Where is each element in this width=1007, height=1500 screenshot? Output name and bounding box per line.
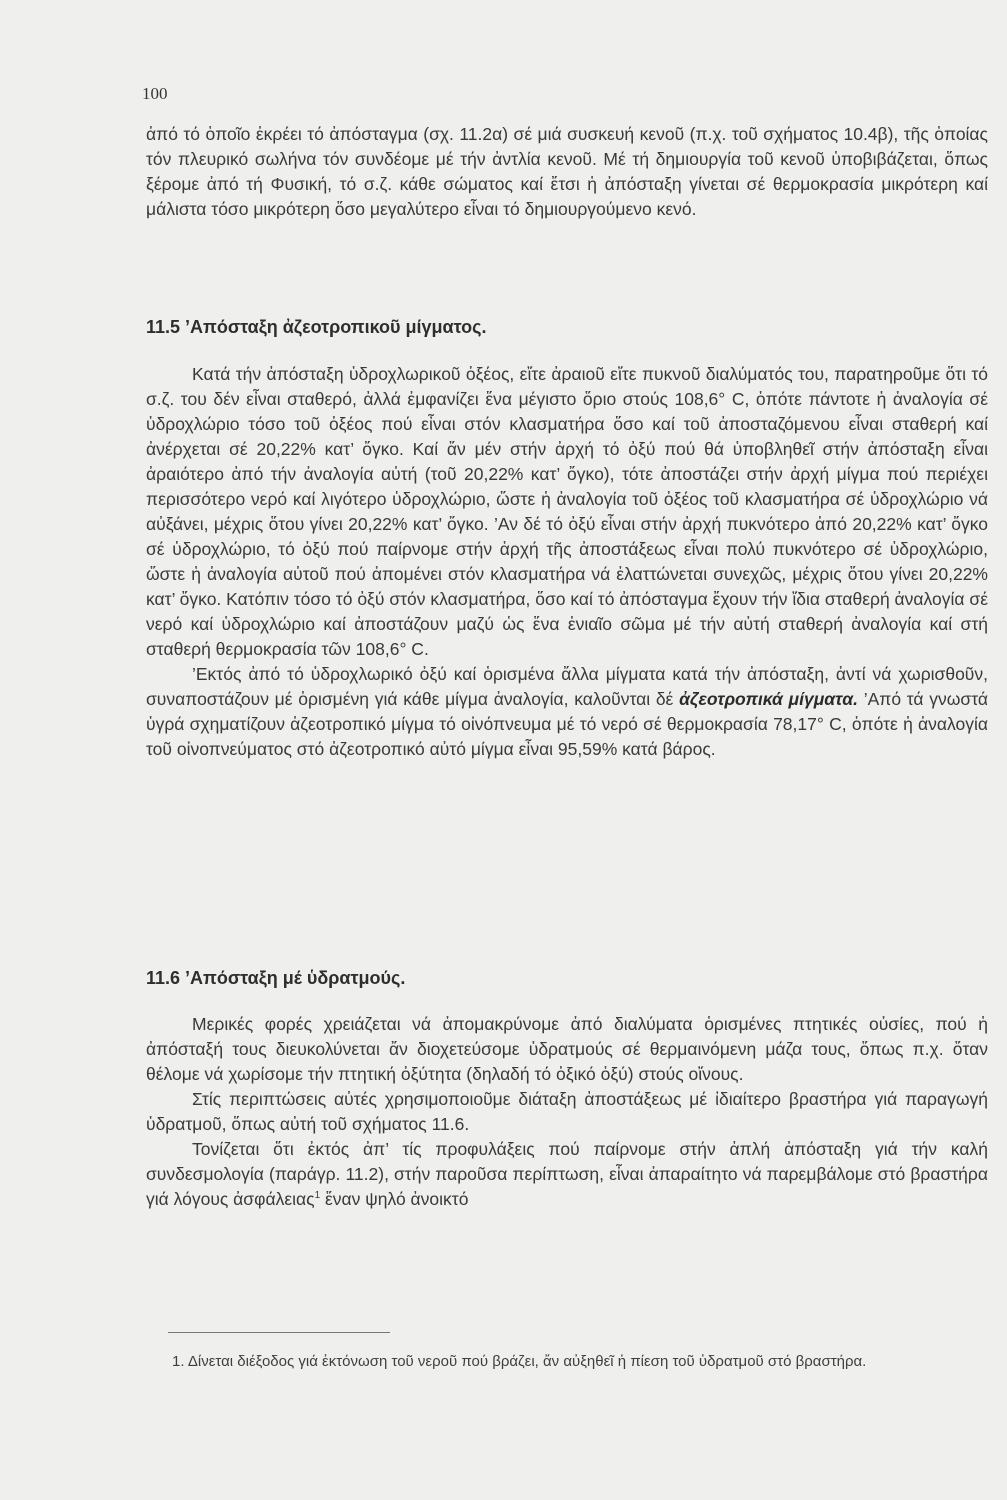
- paragraph-text: ’Από τά γνωστά ὑγρά σχηματίζουν ἀζεοτροπικό μίγμα τό οἰνόπνευμα μέ τό νερό σέ θερμοκρασία 78,17° C, ὁπότε ἡ ἀναλογία τοῦ οἰνοπνεύματος στό ἀζεοτροπικό αὐτό μίγμα εἶναι 95,59% κατά βάρος.: [146, 689, 989, 759]
- intro-paragraph: ἀπό τό ὁποῖο ἐκρέει τό ἀπόσταγμα (σχ. 11.2α) σέ μιά συσκευή κενοῦ (π.χ. τοῦ σχήματος 10.4β), τῆς ὁποίας τόν πλευρικό σωλήνα τόν συνδέομε μέ τήν ἀντλία κενοῦ. Μέ τή δημιουργία τοῦ κενοῦ ὑποβιβάζεται, ὅπως ξέρομε ἀπό τή Φυσική, τό σ.ζ. κάθε σώματος καί ἔτσι ἡ ἀπόσταξη γίνεται σέ θερμοκρασία μικρότερη καί μάλιστα τόσο μικρότερη ὅσο μεγαλύτερο εἶναι τό δημιουργούμενο κενό.: [146, 124, 988, 219]
- footnote: 1. Δίνεται διέξοδος γιά ἐκτόνωση τοῦ νεροῦ πού βράζει, ἄν αὐξηθεῖ ἡ πίεση τοῦ ὑδρατμοῦ στό βραστήρα.: [172, 1353, 867, 1370]
- page-number: 100: [142, 84, 168, 103]
- section-11-5-paragraph-2: [146, 662, 988, 762]
- paragraph-text: Τονίζεται ὅτι ἐκτός ἀπ’ τίς προφυλάξεις πού παίρνομε στήν ἀπλή ἀπόσταξη γιά τήν καλή συνδεσμολογία (παράγρ. 11.2), στήν παροῦσα περίπτωση, εἶναι ἀπαραίτητο νά παρεμβάλομε στό βραστήρα γιά λόγους ἀσφάλειας: [146, 1139, 988, 1209]
- section-11-6-paragraph-3: [146, 1137, 988, 1212]
- section-heading-11-5: 11.5 ’Απόσταξη ἀζεοτροπικοῦ μίγματος.: [146, 317, 487, 337]
- section-11-5-paragraph-1: Κατά τήν ἀπόσταξη ὑδροχλωρικοῦ ὀξέος, εἴτε ἀραιοῦ εἴτε πυκνοῦ διαλύματός του, παρατηροῦμε ὅτι τό σ.ζ. του δέν εἶναι σταθερό, ἀλλά ἐμφανίζει ἕνα μέγιστο ὅριο στούς 108,6° C, ὁπότε πάντοτε ἡ ἀναλογία σέ ὑδροχλώριο τόσο τοῦ ὀξέος πού εἶναι στόν κλασματήρα ὅσο καί τοῦ ἀποσταζόμενου εἶναι σταθερή καί ἀνέρχεται σέ 20,22% κατ’ ὄγκο. Καί ἄν μέν στήν ἀρχή τό ὀξύ πού θά ὑποβληθεῖ στήν ἀπόσταξη εἶναι ἀραιότερο ἀπό τήν ἀναλογία αὐτή (τοῦ 20,22% κατ’ ὄγκο), τότε ἀποστάζει στήν ἀρχή μίγμα πού περιέχει περισσότερο νερό καί λιγότερο ὑδροχλώριο, ὥστε ἡ ἀναλογία τοῦ ὀξέος τοῦ κλασματήρα σέ ὑδροχλώριο νά αὐξάνει, μέχρις ὅτου γίνει 20,22% κατ’ ὄγκο. ’Αν δέ τό ὀξύ εἶναι στήν ἀρχή πυκνότερο ἀπό 20,22% κατ’ ὄγκο σέ ὑδροχλώριο, τό ὀξύ πού παίρνομε στήν ἀρχή τῆς ἀποστάξεως εἶναι πολύ πυκνότερο σέ ὑδροχλώριο, ὥστε ἡ ἀναλογία αὐτοῦ πού ἀπομένει στόν κλασματήρα νά ἐλαττώνεται συνεχῶς, μέχρις ὅτου γίνει 20,22% κατ’ ὄγκο. Κατόπιν τόσο τό ὀξύ στόν κλασματήρα, ὅσο καί τό ἀπόσταγμα ἔχουν τήν ἴδια σταθερή ἀναλογία σέ νερό καί ὑδροχλώριο καί ἀποστάζουν μαζύ ὡς ἕνα ἑνιαῖο σῶμα μέ τήν αὐτή σταθερή ἀναλογία καί στή σταθερή θερμοκρασία τῶν 108,6° C.: [146, 364, 988, 659]
- footnote-marker: 1: [314, 1190, 321, 1202]
- paragraph-text: ἕναν ψηλό ἀνοικτό: [320, 1189, 469, 1209]
- section-11-6-paragraph-2: Στίς περιπτώσεις αὐτές χρησιμοποιοῦμε διάταξη ἀποστάξεως μέ ἰδιαίτερο βραστήρα γιά παραγωγή ὑδρατμοῦ, ὅπως αὐτή τοῦ σχήματος 11.6.: [146, 1089, 988, 1134]
- emphasized-term: ἀζεοτροπικά μίγματα.: [679, 689, 858, 709]
- section-11-6-paragraph-1: Μερικές φορές χρειάζεται νά ἀπομακρύνομε ἀπό διαλύματα ὁρισμένες πτητικές οὐσίες, πού ἡ ἀπόσταξή τους διευκολύνεται ἄν διοχετεύσομε ὑδρατμούς σέ θερμαινόμενη μάζα τους, ὅπως π.χ. ὅταν θέλομε νά χωρίσομε τήν πτητική ὀξύτητα (δηλαδή τό ὀξικό ὀξύ) στούς οἴνους.: [146, 1014, 988, 1084]
- section-11-6-body: [146, 1012, 988, 1212]
- section-11-5-body: [146, 362, 988, 762]
- intro-paragraph-block: [146, 122, 988, 222]
- footnote-divider: [168, 1332, 390, 1333]
- paragraph-text: ’Εκτός ἀπό τό ὑδροχλωρικό ὀξύ καί ὁρισμένα ἄλλα μίγματα κατά τήν ἀπόσταξη, ἀντί νά χωρισθοῦν, συναποστάζουν μέ ὁρισμένη γιά κάθε μίγμα ἀναλογία, καλοῦνται δέ: [146, 664, 988, 709]
- section-heading-11-6: 11.6 ’Απόσταξη μέ ὑδρατμούς.: [146, 968, 406, 988]
